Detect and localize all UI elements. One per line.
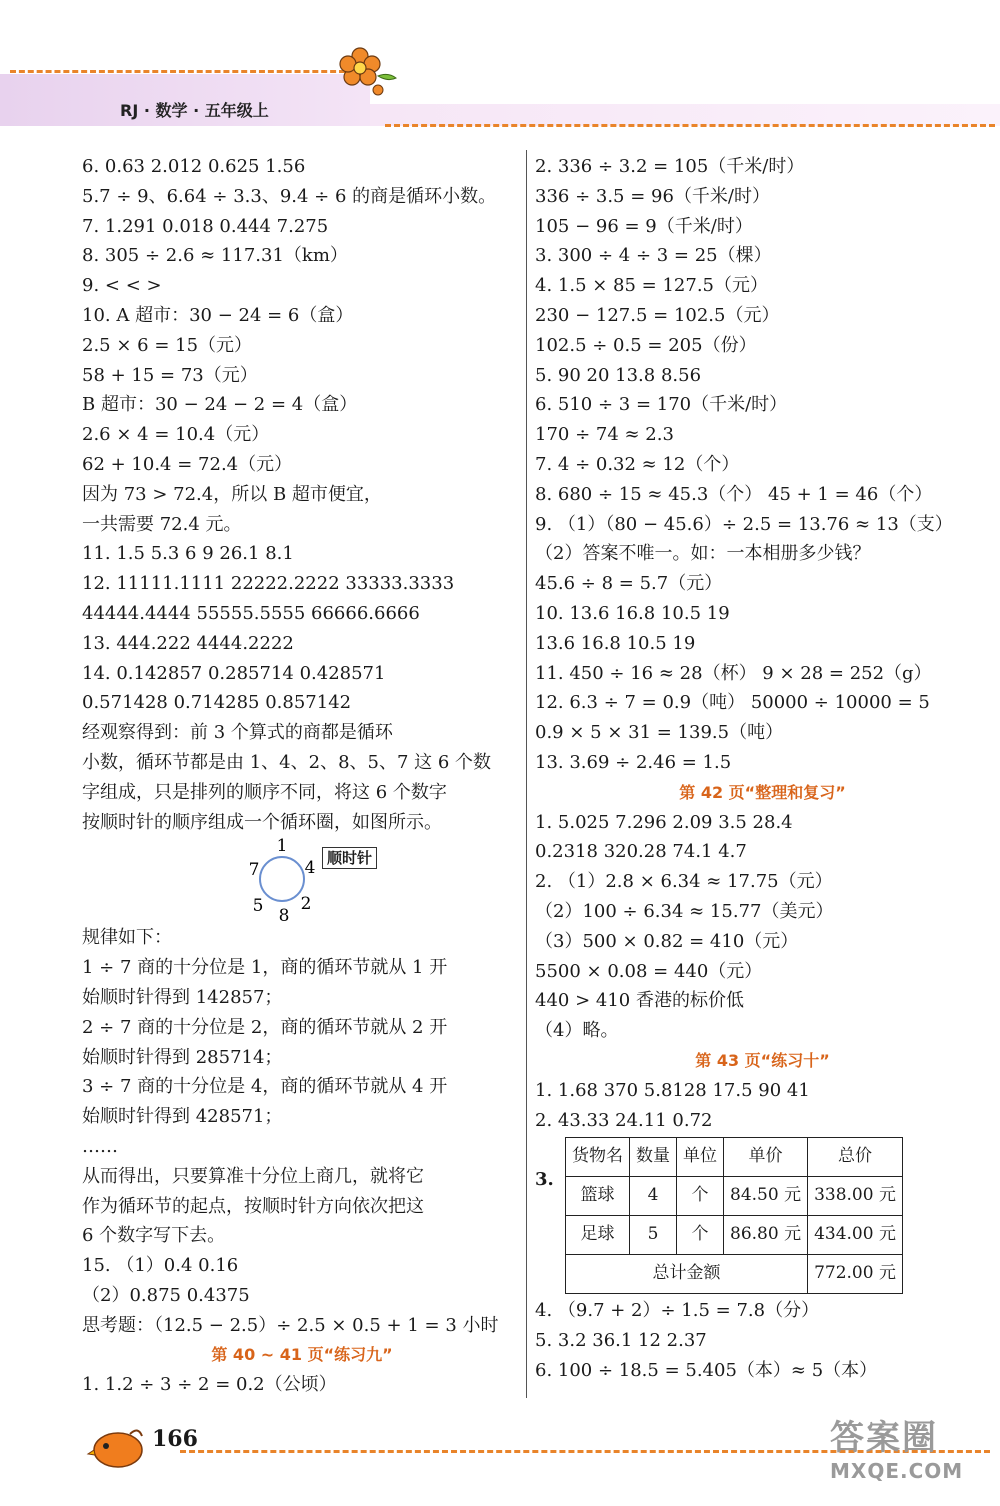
total-label: 总计金额 <box>566 1255 808 1294</box>
answer-line: 1. 1.2 ÷ 3 ÷ 2 = 0.2（公顷） <box>82 1374 337 1396</box>
answer-line: 7. 4 ÷ 0.32 ≈ 12（个） <box>535 453 740 475</box>
answer-line: （4）略。 <box>535 1020 619 1042</box>
left-column <box>82 152 522 1400</box>
answer-line: 小数，循环节都是由 1、4、2、8、5、7 这 6 个数 <box>82 751 492 773</box>
answer-line: 2.6 × 4 = 10.4（元） <box>82 424 270 446</box>
answer-line: 规律如下： <box>82 927 172 949</box>
answer-line: 58 + 15 = 73（元） <box>82 364 258 386</box>
answer-line: 1. 5.025 7.296 2.09 3.5 28.4 <box>535 811 793 833</box>
table-question-number: 3. <box>535 1169 554 1191</box>
flower-icon <box>338 46 398 100</box>
answer-line: 始顺时针得到 428571； <box>82 1106 283 1128</box>
cycle-digit: 2 <box>300 894 312 915</box>
table-cell: 86.80 元 <box>724 1216 808 1255</box>
table-cell: 个 <box>677 1177 724 1216</box>
table-total-row <box>566 1255 903 1294</box>
header-band-right <box>370 104 1000 126</box>
page-number: 166 <box>152 1426 198 1452</box>
answer-line: 10. A 超市：30 − 24 = 6（盒） <box>82 304 354 326</box>
header-dash-top <box>10 70 345 73</box>
answer-line: 2. 336 ÷ 3.2 = 105（千米/时） <box>535 156 805 177</box>
price-table <box>565 1137 903 1294</box>
answer-line: 始顺时针得到 142857； <box>82 986 283 1008</box>
table-cell: 84.50 元 <box>724 1177 808 1216</box>
table-cell: 个 <box>677 1216 724 1255</box>
answer-line: 3 ÷ 7 商的十分位是 4，商的循环节就从 4 开 <box>82 1076 448 1098</box>
answer-line: 9. < < > <box>82 275 162 297</box>
cycle-digit: 8 <box>278 906 290 924</box>
clockwise-label: 顺时针 <box>322 847 377 869</box>
answer-line: 3. 300 ÷ 4 ÷ 3 = 25（棵） <box>535 245 772 267</box>
answer-line: 4. 1.5 × 85 = 127.5（元） <box>535 275 769 297</box>
table-cell: 足球 <box>566 1216 630 1255</box>
answer-line: （3）500 × 0.82 = 410（元） <box>535 930 799 952</box>
answer-line: 11. 1.5 5.3 6 9 26.1 8.1 <box>82 543 294 565</box>
table-row <box>566 1216 903 1255</box>
answer-line: 12. 6.3 ÷ 7 = 0.9（吨） 50000 ÷ 10000 = 5 <box>535 692 930 714</box>
cycle-circle <box>242 837 322 923</box>
answer-line: 10. 13.6 16.8 10.5 19 <box>535 602 730 624</box>
answer-line: 13. 3.69 ÷ 2.46 = 1.5 <box>535 751 732 773</box>
answer-line: 2.5 × 6 = 15（元） <box>82 334 253 356</box>
answer-line: 440 > 410 香港的标价低 <box>535 990 744 1012</box>
right-column-answers-a <box>535 152 990 1135</box>
answer-line: 15. （1）0.4 0.16 <box>82 1255 239 1277</box>
answer-line: 2. （1）2.8 × 6.34 ≈ 17.75（元） <box>535 871 833 893</box>
answer-line: 45.6 ÷ 8 = 5.7（元） <box>535 573 723 595</box>
total-value: 772.00 元 <box>808 1255 903 1294</box>
answer-line: 6. 0.63 2.012 0.625 1.56 <box>82 156 306 177</box>
cycle-digit: 1 <box>276 837 288 857</box>
answer-line: 因为 73 > 72.4，所以 B 超市便宜， <box>82 483 382 505</box>
answer-line: 字组成，只是排列的顺序不同，将这 6 个数字 <box>82 781 447 803</box>
table-cell: 5 <box>630 1216 677 1255</box>
answer-line: 6. 510 ÷ 3 = 170（千米/时） <box>535 394 788 416</box>
answer-line: 336 ÷ 3.5 = 96（千米/时） <box>535 185 771 207</box>
answer-line: 2. 43.33 24.11 0.72 <box>535 1109 713 1131</box>
answer-line: 8. 305 ÷ 2.6 ≈ 117.31（km） <box>82 245 348 267</box>
watermark <box>830 1410 995 1500</box>
table-cell: 篮球 <box>566 1177 630 1216</box>
answer-line: 13.6 16.8 10.5 19 <box>535 632 696 654</box>
answer-line: 从而得出，只要算准十分位上商几，就将它 <box>82 1165 424 1187</box>
table-header-cell: 货物名 <box>566 1138 630 1177</box>
section-title: 第 42 页“整理和复习” <box>679 782 846 802</box>
answer-line: （2）100 ÷ 6.34 ≈ 15.77（美元） <box>535 900 834 922</box>
cycle-digit: 4 <box>304 858 316 879</box>
answer-line: 105 − 96 = 9（千米/时） <box>535 215 753 237</box>
answer-line: 7. 1.291 0.018 0.444 7.275 <box>82 215 329 237</box>
header-title: RJ · 数学 · 五年级上 <box>120 101 269 120</box>
table-cell: 434.00 元 <box>808 1216 903 1255</box>
bird-icon <box>86 1422 146 1470</box>
section-title: 第 40 ~ 41 页“练习九” <box>211 1345 393 1365</box>
answer-line: 1 ÷ 7 商的十分位是 1，商的循环节就从 1 开 <box>82 957 448 979</box>
cycle-digit: 5 <box>252 896 264 917</box>
header-dash-right <box>385 124 995 127</box>
answer-line: 62 + 10.4 = 72.4（元） <box>82 453 293 475</box>
watermark-title: 答案圈 <box>830 1418 938 1458</box>
table-header-row <box>566 1138 903 1177</box>
answer-line: （2）答案不唯一。如：一本相册多少钱？ <box>535 543 871 565</box>
table-header-cell: 数量 <box>630 1138 677 1177</box>
answer-line: 0.571428 0.714285 0.857142 <box>82 692 352 714</box>
answer-line: 2 ÷ 7 商的十分位是 2，商的循环节就从 2 开 <box>82 1016 448 1038</box>
answer-line: 12. 11111.1111 22222.2222 33333.3333 <box>82 573 455 595</box>
answer-line: 经观察得到：前 3 个算式的商都是循环 <box>82 722 393 744</box>
answer-line: 一共需要 72.4 元。 <box>82 513 242 535</box>
answer-line: 5.7 ÷ 9、6.64 ÷ 3.3、9.4 ÷ 6 的商是循环小数。 <box>82 185 497 207</box>
answer-line: 0.9 × 5 × 31 = 139.5（吨） <box>535 722 784 744</box>
answer-line: 102.5 ÷ 0.5 = 205（份） <box>535 334 757 356</box>
cycle-ring <box>260 857 304 901</box>
answer-line: B 超市：30 − 24 − 2 = 4（盒） <box>82 394 358 416</box>
answer-line: 1. 1.68 370 5.8128 17.5 90 41 <box>535 1079 810 1101</box>
table-header-cell: 总价 <box>808 1138 903 1177</box>
answer-line: 44444.4444 55555.5555 66666.6666 <box>82 602 420 624</box>
answer-line: 170 ÷ 74 ≈ 2.3 <box>535 424 674 446</box>
answer-line: 作为循环节的起点，按顺时针方向依次把这 <box>82 1195 424 1217</box>
section-title: 第 43 页“练习十” <box>695 1050 830 1070</box>
clockwise-cycle-figure <box>82 837 522 923</box>
right-column <box>535 152 990 1386</box>
answer-line: 230 − 127.5 = 102.5（元） <box>535 304 780 326</box>
answer-line: 始顺时针得到 285714； <box>82 1046 283 1068</box>
answer-table-block <box>535 1137 990 1294</box>
column-divider <box>526 150 527 1398</box>
right-column-answers-b <box>535 1296 990 1385</box>
table-row <box>566 1177 903 1216</box>
answer-line: 14. 0.142857 0.285714 0.428571 <box>82 662 386 684</box>
answer-line: 13. 444.222 4444.2222 <box>82 632 294 654</box>
answer-line: 5. 3.2 36.1 12 2.37 <box>535 1330 707 1352</box>
table-cell: 338.00 元 <box>808 1177 903 1216</box>
table-header-cell: 单位 <box>677 1138 724 1177</box>
table-cell: 4 <box>630 1177 677 1216</box>
watermark-url: MXQE.COM <box>830 1459 964 1483</box>
answer-line: 按顺时针的顺序组成一个循环圈，如图所示。 <box>82 811 442 833</box>
answer-line: （2）0.875 0.4375 <box>82 1284 250 1306</box>
answer-line: 5500 × 0.08 = 440（元） <box>535 960 763 982</box>
answer-line: 0.2318 320.28 74.1 4.7 <box>535 841 747 863</box>
answer-line: 思考题：（12.5 − 2.5）÷ 2.5 × 0.5 + 1 = 3 小时 <box>82 1314 499 1336</box>
answer-line: 4. （9.7 + 2）÷ 1.5 = 7.8（分） <box>535 1300 820 1322</box>
answer-line: 5. 90 20 13.8 8.56 <box>535 364 702 386</box>
answer-line: 8. 680 ÷ 15 ≈ 45.3（个） 45 + 1 = 46（个） <box>535 483 933 505</box>
cycle-digit: 7 <box>248 860 260 881</box>
answer-line: …… <box>82 1135 118 1157</box>
table-header-cell: 单价 <box>724 1138 808 1177</box>
answer-line: 9. （1）（80 − 45.6）÷ 2.5 = 13.76 ≈ 13（支） <box>535 513 953 535</box>
answer-line: 6. 100 ÷ 18.5 = 5.405（本）≈ 5（本） <box>535 1359 878 1381</box>
answer-line: 11. 450 ÷ 16 ≈ 28（杯） 9 × 28 = 252（g） <box>535 662 932 684</box>
answer-line: 6 个数字写下去。 <box>82 1225 226 1247</box>
